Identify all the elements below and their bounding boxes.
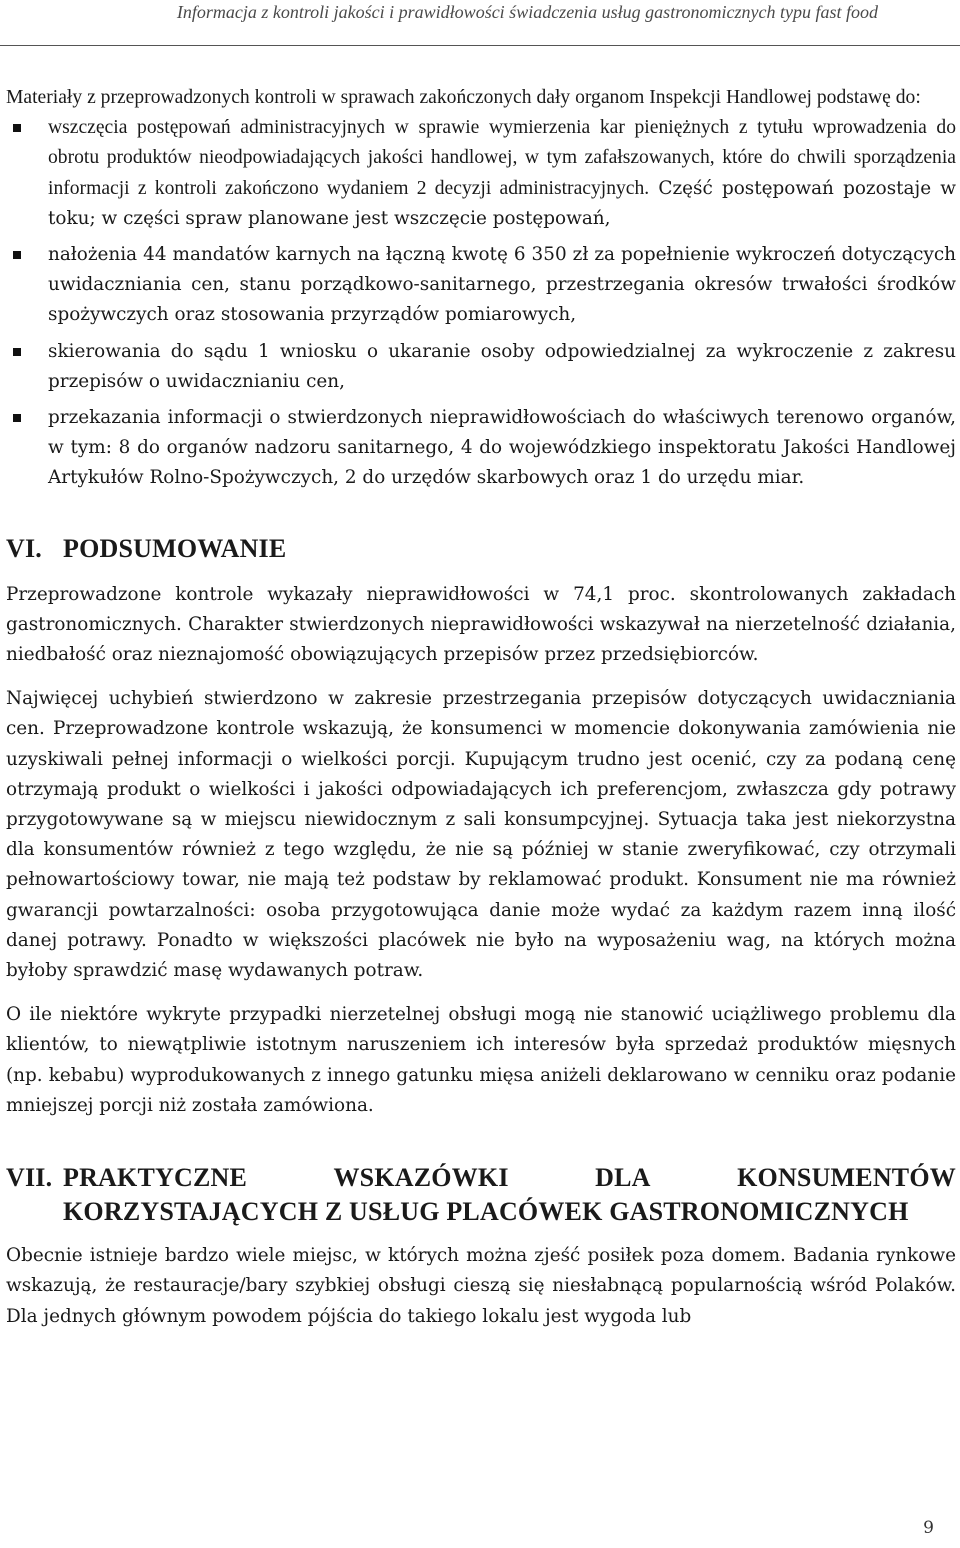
section-number: VII. [6,1163,53,1193]
title-word: DLA [595,1163,651,1193]
section-title-line-2: KORZYSTAJĄCYCH Z USŁUG PLACÓWEK GASTRONOMICZNYCH [63,1197,909,1227]
section-heading-6 [6,532,956,566]
summary-paragraph: O ile niektóre wykryte przypadki nierzetelnej obsługi mogą nie stanowić uciążliwego problemu dla klientów, to niewątpliwie istotnym naruszeniem ich interesów była sprzedaż produktów mięsnych (np. kebabu) wyprodukowanych z innego gatunku mięsa aniżeli deklarowano w cenniku oraz podanie mniejszej porcji niż została zamówiona. [6,1004,956,1116]
list-item-text: wszczęcia postępowań administracyjnych w sprawie wymierzenia kar pieniężnych z tytułu wprowadzenia do obrotu produktów nieodpowiadających jakości handlowej, w tym zafałszowanych, które do chwili sporządzenia informacji z kontroli zakończono wydaniem 2 decyzji administracyjnych. [48,117,956,199]
list-item-continuation: Część postępowań pozostaje w toku; w części spraw planowane jest wszczęcie postępowań, [48,177,956,229]
document-body [6,83,956,1332]
bullet-list [6,113,956,493]
title-word: WSKAZÓWKI [333,1163,509,1193]
summary-paragraph: Przeprowadzone kontrole wykazały nieprawidłowości w 74,1 proc. skontrolowanych zakładach gastronomicznych. Charakter stwierdzonych nieprawidłowości wskazywał na nierzetelność działania, niedbałość oraz nieznajomość obowiązujących przepisów przez przedsiębiorców. [6,583,956,666]
section-title-line-1 [63,1161,956,1195]
page-header [0,0,960,46]
title-word: KONSUMENTÓW [737,1163,956,1193]
section-title: PODSUMOWANIE [63,533,287,563]
tips-paragraph: Obecnie istnieje bardzo wiele miejsc, w których można zjeść posiłek poza domem. Badania rynkowe wskazują, że restauracje/bary szybkiej obsługi cieszą się niesłabnącą popularnością wśród Polaków. Dla jednych głównym powodem pójścia do takiego lokalu jest wygoda lub [6,1245,956,1327]
header-title: Informacja z kontroli jakości i prawidłowości świadczenia usług gastronomicznych typu fast food [176,2,878,22]
page-number: 9 [923,1518,934,1538]
list-item: nałożenia 44 mandatów karnych na łączną kwotę 6 350 zł za popełnienie wykroczeń dotyczących uwidaczniania cen, stanu porządkowo-sanitarnego, przestrzegania okresów trwałości środków spożywczych oraz stosowania przyrządów pomiarowych, [6,240,956,331]
list-item [6,113,956,234]
title-word: PRAKTYCZNE [63,1163,248,1193]
summary-paragraph: Najwięcej uchybień stwierdzono w zakresie przestrzegania przepisów dotyczących uwidaczniania cen. Przeprowadzone kontrole wskazują, że konsumenci w momencie dokonywania zamówienia nie uzyskiwali pełnej informacji o wielkości porcji. Kupującym trudno jest ocenić, czy za podaną cenę otrzymają produkt o wielkości i jakości odpowiadających ich preferencjom, zwłaszcza gdy potrawy przygotowywane są w miejscu niewidocznym z sali konsumpcyjnej. Sytuacja taka jest niekorzystna dla konsumentów również z tego względu, że nie są później w stanie zweryfikować, czy otrzymali pełnowartościowy towar, nie mają też podstaw by reklamować produkt. Konsument nie ma również gwarancji powtarzalności: osoba przygotowująca danie może wydać za każdym razem inną ilość danej potrawy. Ponadto w większości placówek nie było na wyposażeniu wag, na których można byłoby sprawdzić masę wydawanych potraw. [6,688,956,982]
list-item: skierowania do sądu 1 wniosku o ukaranie osoby odpowiedzialnej za wykroczenie z zakresu przepisów o uwidacznianiu cen, [6,337,956,397]
list-item: przekazania informacji o stwierdzonych nieprawidłowościach do właściwych terenowo organów, w tym: 8 do organów nadzoru sanitarnego, 4 do wojewódzkiego inspektoratu Jakości Handlowej Artykułów Rolno-Spożywczych, 2 do urzędów skarbowych oraz 1 do urzędu miar. [6,403,956,494]
section-heading-7 [6,1161,956,1229]
section-number: VI. [6,533,42,563]
intro-paragraph: Materiały z przeprowadzonych kontroli w sprawach zakończonych dały organom Inspekcji Handlowej podstawę do: [6,87,921,108]
